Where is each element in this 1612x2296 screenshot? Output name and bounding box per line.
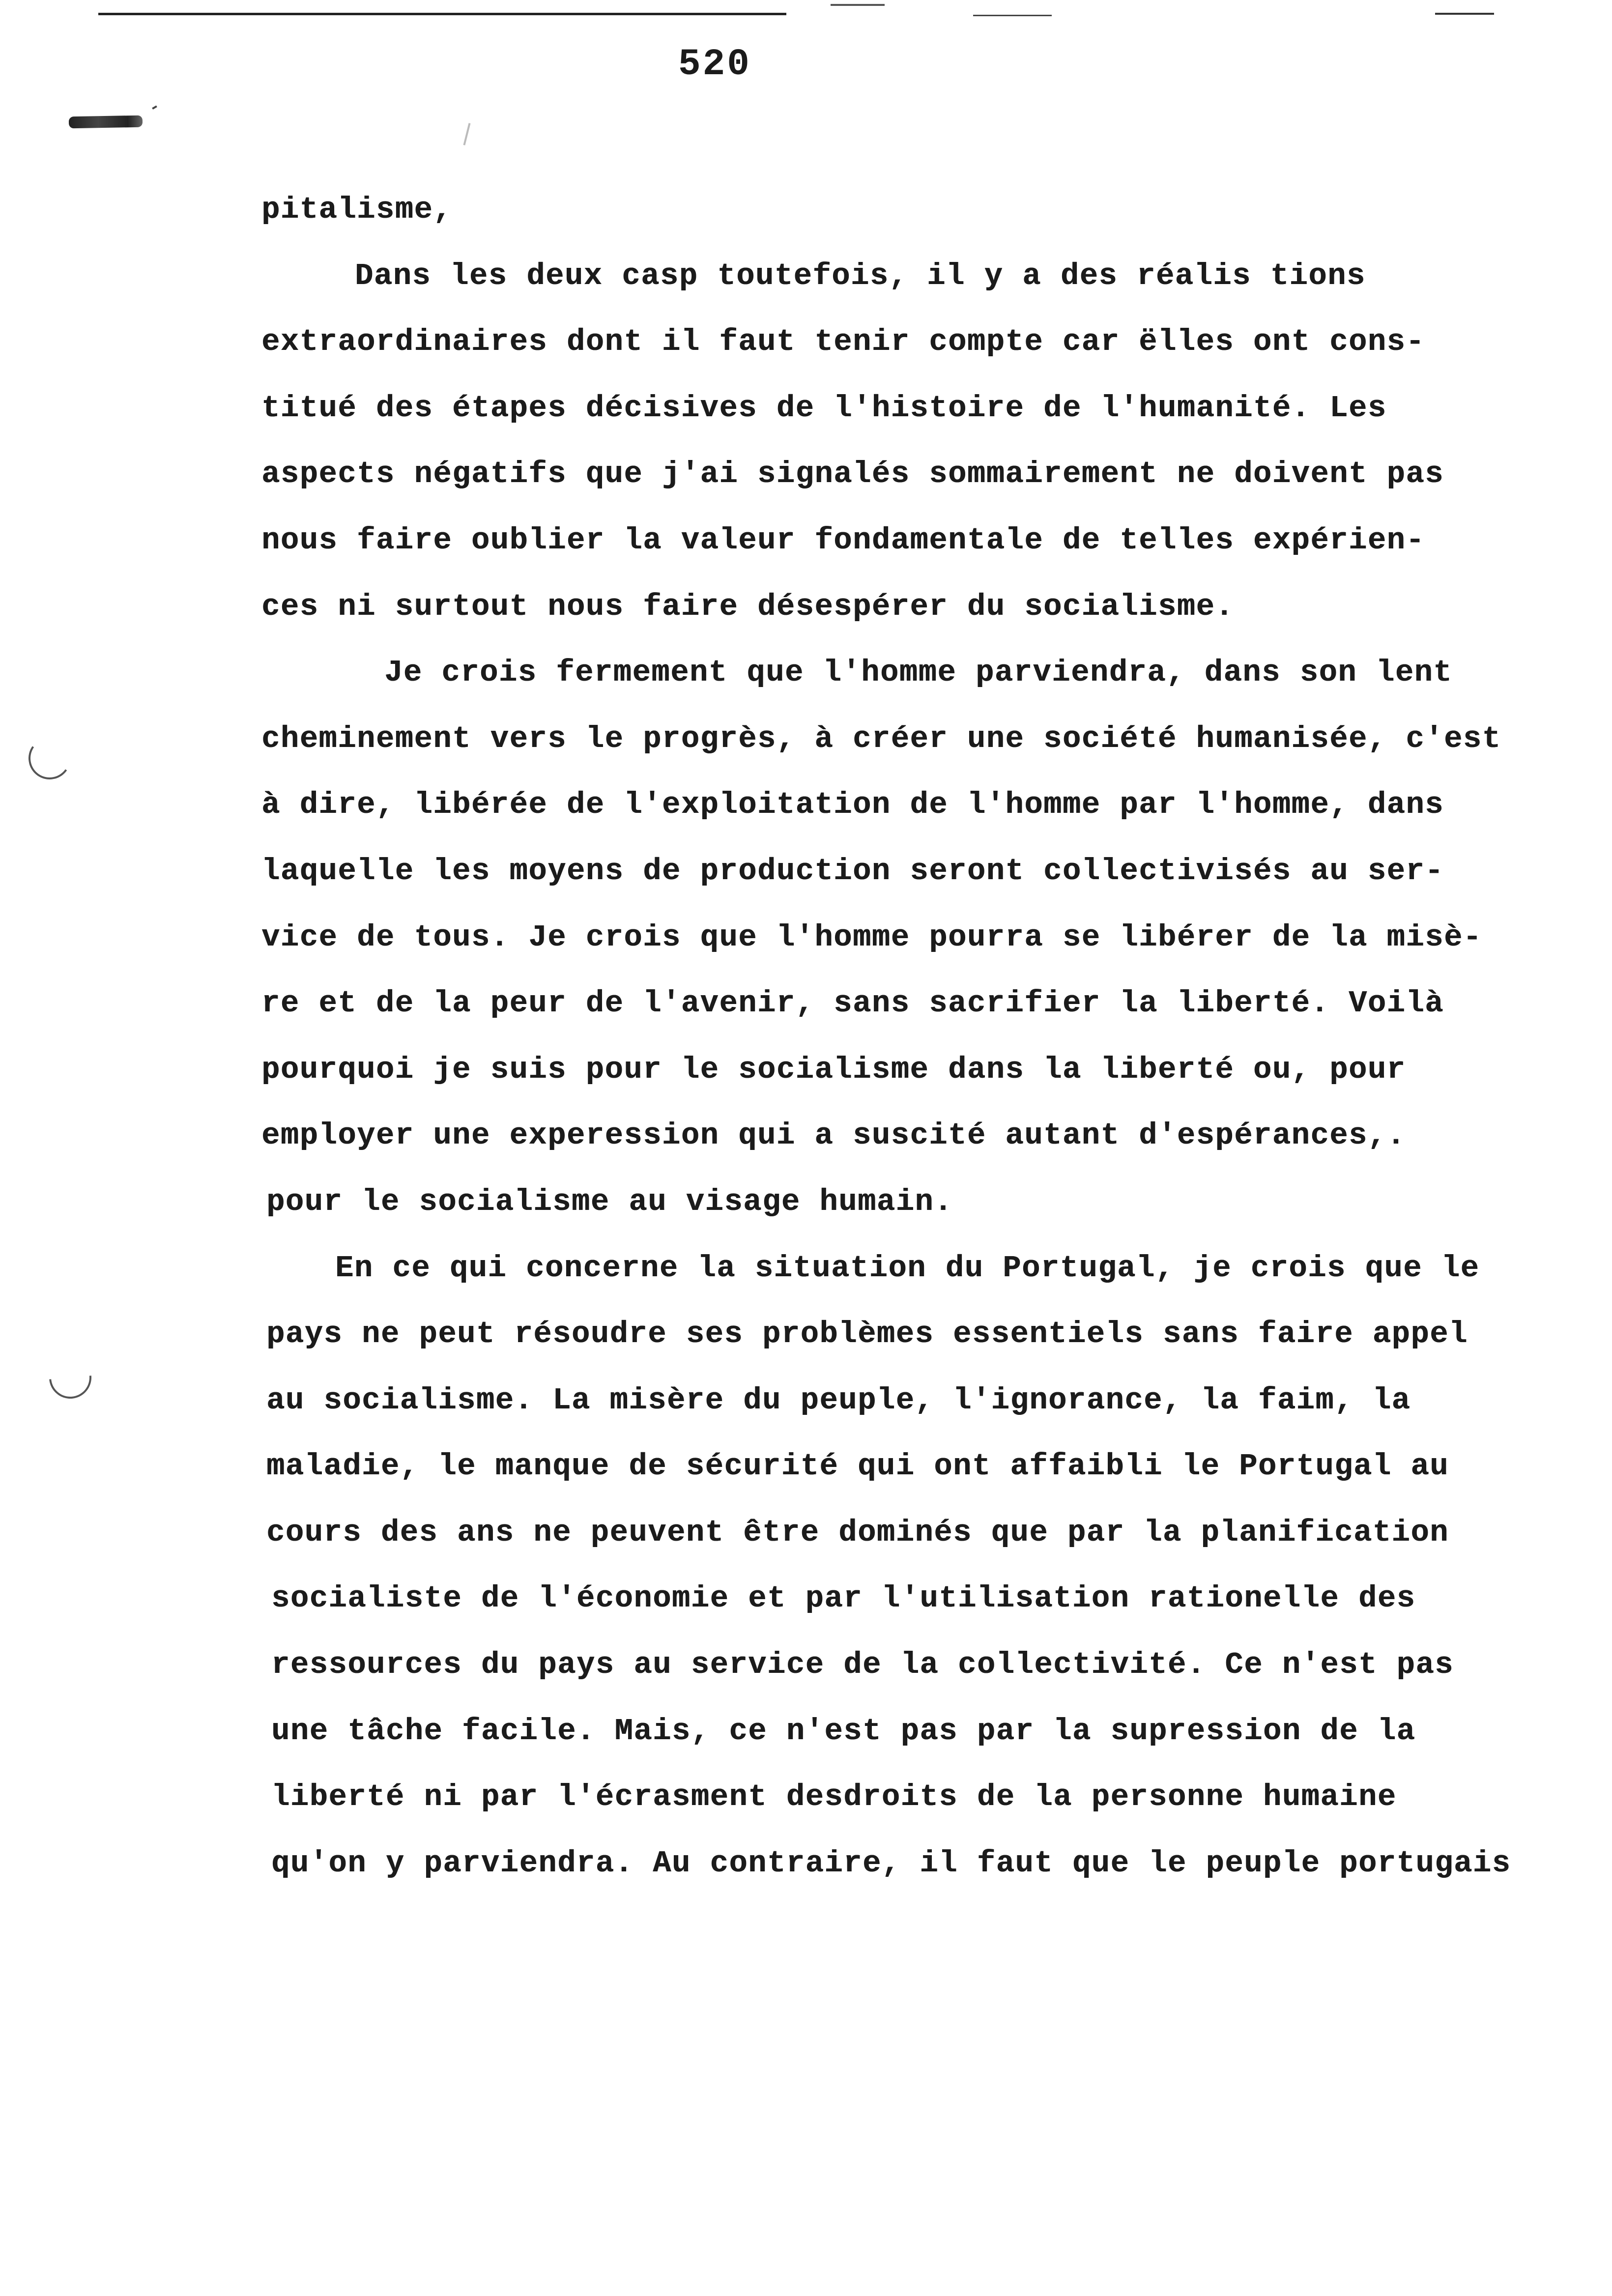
faint-pencil-mark <box>463 123 470 145</box>
text-line: employer une experession qui a suscité autant d'espérances,. <box>261 1118 1406 1153</box>
scan-edge-rule <box>831 4 885 6</box>
text-line: re et de la peur de l'avenir, sans sacrifier la liberté. Voilà <box>261 986 1444 1021</box>
text-line: pour le socialisme au visage humain. <box>266 1184 953 1219</box>
text-line: aspects négatifs que j'ai signalés sommairement ne doivent pas <box>261 457 1444 492</box>
text-line: qu'on y parviendra. Au contraire, il faut que le peuple portugais <box>271 1845 1511 1881</box>
page-number: 520 <box>678 43 751 86</box>
punch-hole-icon <box>40 1348 100 1407</box>
text-line: Dans les deux casр toutefois, il y a des réalis tions <box>355 258 1366 293</box>
scan-edge-rule <box>1435 13 1494 15</box>
text-line: pourquoi je suis pour le socialisme dans la liberté ou, pour <box>261 1052 1406 1087</box>
text-line: extraordinaires dont il faut tenir compte car ёlles ont cons- <box>261 324 1425 360</box>
ink-tick-mark <box>152 105 160 114</box>
ink-stamp-mark <box>69 115 143 129</box>
text-line: pays ne peut résoudre ses problèmes essentiels sans faire appel <box>266 1317 1468 1352</box>
text-line: En ce qui concerne la situation du Portugal, je crois que le <box>335 1250 1480 1286</box>
text-line: une tâche facile. Mais, ce n'est pas par la supression de la <box>271 1713 1416 1749</box>
scan-edge-rule <box>98 13 786 15</box>
scan-edge-rule <box>973 15 1052 16</box>
text-line: titué des étapes décisives de l'histoire de l'humanité. Les <box>261 390 1387 426</box>
text-line: laquelle les moyens de production seront collectivisés au ser- <box>261 853 1444 889</box>
text-line: pitalisme, <box>261 192 453 227</box>
text-line: nous faire oublier la valeur fondamentale de telles expérien- <box>261 522 1425 558</box>
text-line: liberté ni par l'écrasment desdroits de la personne humaine <box>271 1779 1397 1815</box>
text-line: cheminement vers le progrès, à créer une société humanisée, c'est <box>261 721 1501 756</box>
punch-hole-icon <box>25 734 74 783</box>
text-line: au socialisme. La misère du peuple, l'ignorance, la faim, la <box>266 1382 1411 1418</box>
text-line: Je crois fermement que l'homme parviendra, dans son lent <box>384 655 1453 690</box>
body-text <box>261 177 1588 1896</box>
text-line: socialiste de l'économie et par l'utilisation rationelle des <box>271 1581 1416 1616</box>
text-line: ces ni surtout nous faire désespérer du socialisme. <box>261 589 1235 624</box>
text-line: cours des ans ne peuvent être dominés que par la planification <box>266 1515 1449 1550</box>
text-line: à dire, libérée de l'exploitation de l'homme par l'homme, dans <box>261 787 1444 823</box>
text-line: vice de tous. Je crois que l'homme pourra se libérer de la misè- <box>261 919 1482 955</box>
text-line: maladie, le manque de sécurité qui ont affaibli le Portugal au <box>266 1449 1449 1484</box>
text-line: ressources du pays au service de la collectivité. Ce n'est pas <box>271 1647 1454 1683</box>
